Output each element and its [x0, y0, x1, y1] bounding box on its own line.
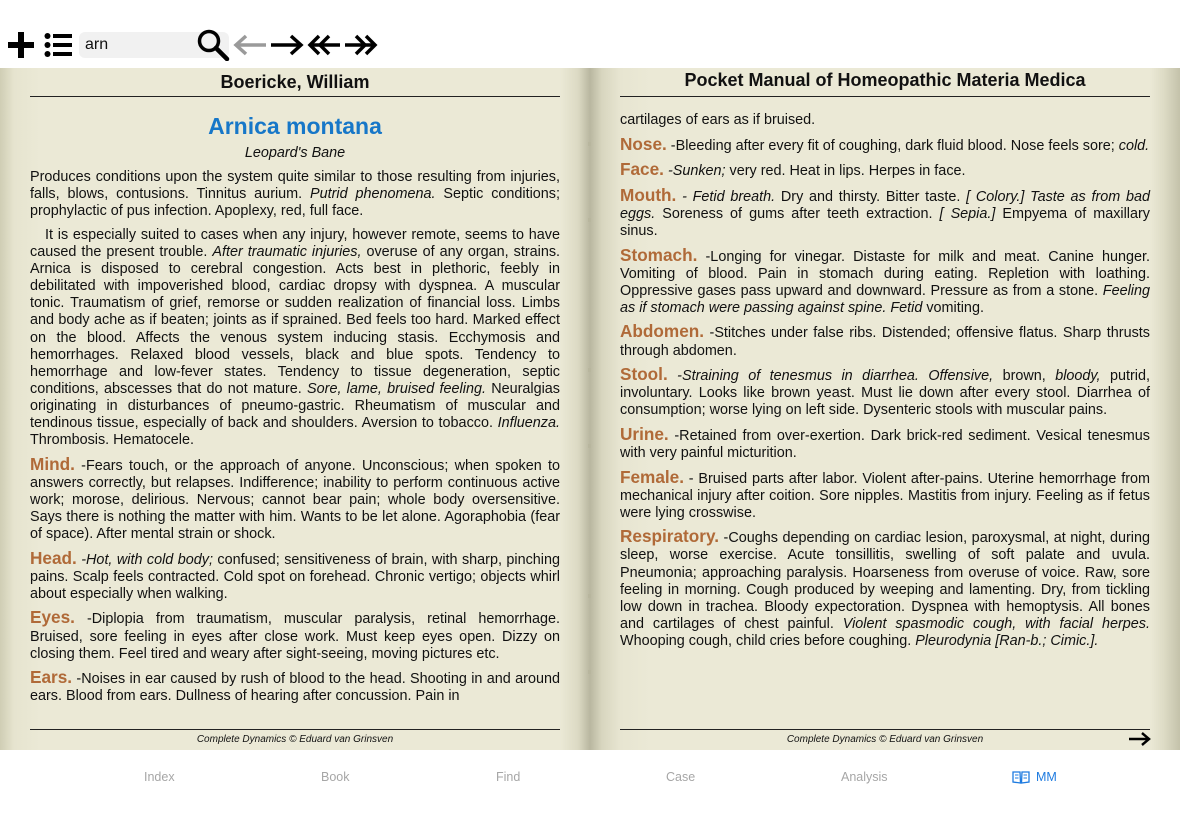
author-heading: Boericke, William: [220, 72, 370, 92]
header-divider: [30, 96, 560, 97]
section-face: Face. -Sunken; very red. Heat in lips. Herpes in face.: [620, 159, 966, 180]
section-heading-urine[interactable]: Urine.: [620, 423, 669, 444]
section-heading-respiratory[interactable]: Respiratory.: [620, 526, 720, 547]
header-divider: [620, 96, 1150, 97]
intro-paragraph-2: It is especially suited to cases when any injury, however remote, seems to have caused the present trouble. After traumatic injuries, overuse of any organ, strains. Arnica is disposed to cerebral congestion. Acts best in plethoric, feebly in debilitated with impoverished blood, cardiac dropsy with dyspnea. A muscular tonic. Traumatism of grief, remorse or sudden realization of financial loss. Limbs and body ache as if beaten; joints as if sprained. Bed feels too hard. Marked effect on the blood. Affects the venous system inducing stasis. Ecchymosis and hemorrhages. Relaxed blood vessels, black and blue spots. Tendency to hemorrhage and low-fever states. Tendency to tissue degeneration, septic conditions, abscesses that do not mature. Sore, lame, bruised feeling. Neuralgias originating in disturbances of pneumo-gastric. Rheumatism of muscular and tendinous tissue, especially of back and shoulders. Aversion to tobacco. Influenza. Thrombosis. Hematocele.: [30, 226, 561, 449]
section-eyes: Eyes. -Diplopia from traumatism, muscular paralysis, retinal hemorrhage. Bruised, sore feeling in eyes after close work. Must keep eyes open. Dizzy on closing them. Feel tired and weary after sight-seeing, moving pictures etc.: [30, 607, 560, 662]
tab-analysis[interactable]: Analysis: [841, 770, 888, 784]
spine-mark: [588, 218, 591, 222]
double-arrow-right-icon[interactable]: [343, 29, 379, 61]
right-text-column: [620, 112, 1150, 657]
footer-divider: [620, 729, 1150, 730]
section-female: Female. - Bruised parts after labor. Violent after-pains. Uterine hemorrhage from mechanical injury after coition. Sore nipples. Mastitis from injury. Feeling as if fetus were lying crosswise.: [620, 466, 1150, 521]
section-head: Head. -Hot, with cold body; confused; sensitiveness of brain, with sharp, pinching pains. Scalp feels contracted. Cold spot on forehead. Chronic vertigo; objects whirl about especially when walking.: [30, 547, 560, 602]
tab-case[interactable]: Case: [666, 770, 696, 784]
section-mouth: Mouth. - Fetid breath. Dry and thirsty. Bitter taste. [ Colory.] Taste as from bad eggs. Soreness of gums after teeth extraction. [ Sepia.] Empyema of maxillary sinus.: [620, 184, 1150, 239]
tab-index[interactable]: Index: [144, 770, 175, 784]
spine-mark: [588, 368, 591, 372]
section-heading-face[interactable]: Face.: [620, 159, 664, 180]
section-nose: Nose. -Bleeding after every fit of coughing, dark fluid blood. Nose feels sore; cold.: [620, 133, 1150, 154]
section-stomach: Stomach. -Longing for vinegar. Distaste for milk and meat. Canine hunger. Vomiting of blood. Pain in stomach during eating. Repletion with loathing. Oppressive gases pass upward and downward. Pressure as from a stone. Feeling as if stomach were passing against spine. Fetid vomiting.: [620, 244, 1150, 316]
section-urine: Urine. -Retained from over-exertion. Dark brick-red sediment. Vesical tenesmus with very painful micturition.: [620, 423, 1150, 461]
continuation-text: cartilages of ears as if bruised.: [620, 112, 816, 128]
section-heading-nose[interactable]: Nose.: [620, 133, 667, 154]
section-respiratory: Respiratory. -Coughs depending on cardiac lesion, paroxysmal, at night, during sleep, worse exercise. Acute tonsillitis, swelling of soft palate and uvula. Pneumonia; approaching paralysis. Hoarseness from overuse of voice. Raw, sore feeling in morning. Cough produced by weeping and lamenting. Dry, from tickling low down in trachea. Bloody expectoration. Dyspnea with hemoptysis. All bones and cartilages of chest painful. Violent spasmodic cough, with facial herpes. Whooping cough, child cries before coughing. Pleurodynia [Ran-b.; Cimic.].: [620, 526, 1150, 649]
tab-find[interactable]: Find: [496, 770, 521, 784]
tab-book[interactable]: Book: [321, 770, 350, 784]
section-heading-mind[interactable]: Mind.: [30, 453, 75, 474]
section-ears: Ears. -Noises in ear caused by rush of blood to the head. Shooting in and around ears. Blood from ears. Dullness of hearing after concussion. Pain in: [30, 667, 560, 705]
next-page-arrow-icon[interactable]: [1128, 730, 1152, 748]
footer-copyright: Complete Dynamics © Eduard van Grinsven: [196, 734, 394, 745]
section-stool: Stool. -Straining of tenesmus in diarrhea. Offensive, brown, bloody, putrid, involuntary. Looks like brown yeast. Must lie down after every stool. Diarrhea of consumption; worse lying on left side. Dysenteric stools with muscular pains.: [620, 364, 1150, 419]
right-page[interactable]: [590, 68, 1180, 750]
tab-bar: [0, 750, 1180, 820]
spine-mark: [588, 670, 591, 674]
left-page[interactable]: [0, 68, 590, 750]
spine-mark: [588, 594, 591, 598]
footer-copyright: Complete Dynamics © Eduard van Grinsven: [786, 734, 984, 745]
spine-mark: [588, 142, 591, 146]
left-text-column: [30, 104, 560, 712]
search-icon[interactable]: [195, 29, 231, 61]
book-view: [0, 68, 1180, 750]
double-arrow-left-icon[interactable]: [306, 29, 342, 61]
section-heading-ears[interactable]: Ears.: [30, 667, 73, 688]
book-title-heading: Pocket Manual of Homeopathic Materia Medica: [684, 70, 1086, 90]
tab-mm-label: MM: [1036, 770, 1057, 784]
remedy-title[interactable]: Arnica montana: [208, 113, 382, 139]
toolbar: [0, 0, 1180, 68]
footer-divider: [30, 729, 560, 730]
tab-mm[interactable]: [1012, 769, 1057, 785]
section-heading-eyes[interactable]: Eyes.: [30, 607, 75, 628]
arrow-left-icon[interactable]: [232, 29, 268, 61]
spine-mark: [588, 444, 591, 448]
book-open-icon: [1012, 770, 1030, 784]
search-input[interactable]: [85, 34, 195, 56]
section-abdomen: Abdomen. -Stitches under false ribs. Distended; offensive flatus. Sharp thrusts through abdomen.: [620, 321, 1150, 359]
plus-icon[interactable]: [6, 29, 36, 61]
section-heading-stool[interactable]: Stool.: [620, 364, 668, 385]
section-heading-stomach[interactable]: Stomach.: [620, 244, 698, 265]
section-heading-female[interactable]: Female.: [620, 466, 685, 487]
intro-paragraph-1: Produces conditions upon the system quite similar to those resulting from injuries, falls, blows, contusions. Tinnitus aurium. Putrid phenomena. Septic conditions; prophylactic of pus infection. Apoplexy, red, full face.: [30, 169, 561, 220]
list-icon[interactable]: [43, 29, 73, 61]
section-heading-head[interactable]: Head.: [30, 547, 77, 568]
remedy-common-name: Leopard's Bane: [244, 145, 346, 162]
section-mind: Mind. -Fears touch, or the approach of anyone. Unconscious; when spoken to answers correctly, but relapses. Indifference; inability to perform continuous active work; morose, delirious. Nervous; cannot bear pain; whole body oversensitive. Says there is nothing the matter with him. Wants to be let alone. Agoraphobia (fear of space). After mental strain or shock.: [30, 453, 560, 543]
section-heading-abdomen[interactable]: Abdomen.: [620, 321, 705, 342]
arrow-right-icon[interactable]: [269, 29, 305, 61]
section-heading-mouth[interactable]: Mouth.: [620, 184, 677, 205]
